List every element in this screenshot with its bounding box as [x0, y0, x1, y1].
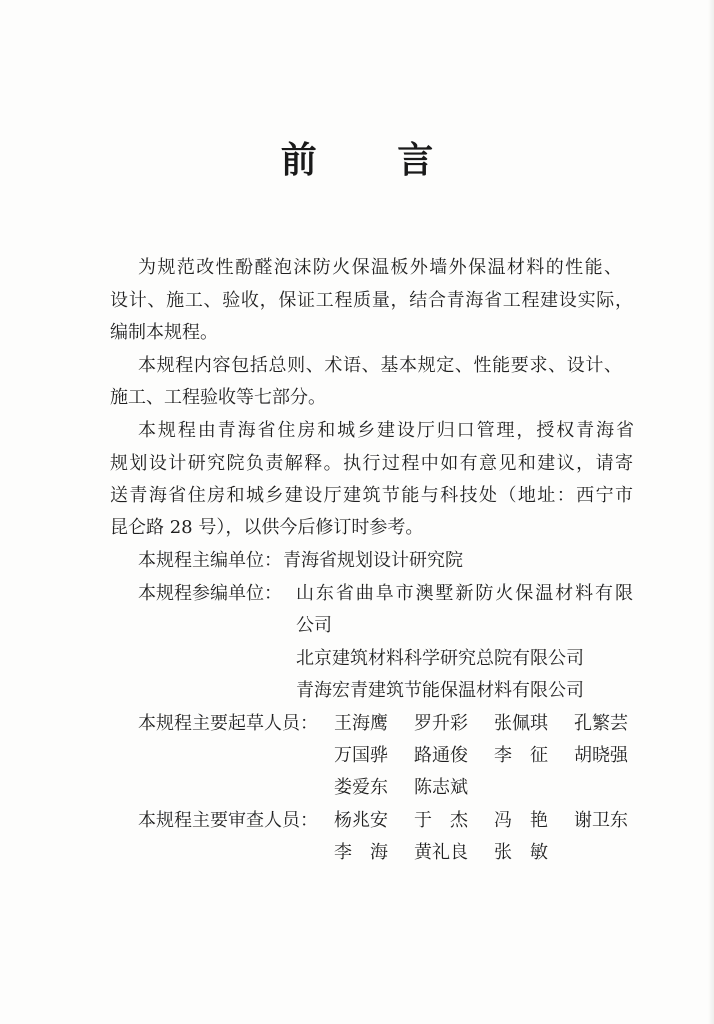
participating-unit-line-2: 公司: [296, 615, 332, 636]
paragraph-2-line-2: 施工、工程验收等七部分。: [110, 387, 326, 408]
paragraph-2-line-1: 本规程内容包括总则、术语、基本规定、性能要求、设计、: [138, 355, 622, 376]
reviewer-name: 冯 艳: [494, 810, 548, 831]
reviewers-label: 本规程主要审查人员：: [138, 810, 318, 831]
drafter-name: 张佩琪: [494, 713, 548, 734]
paragraph-3-line-4: 昆仑路 28 号），以供今后修订时参考。: [110, 517, 424, 538]
reviewer-name: 黄礼良: [414, 842, 468, 863]
drafter-name: 罗升彩: [414, 713, 468, 734]
chief-unit-label: 本规程主编单位：: [138, 550, 282, 571]
paragraph-3-line-2: 规划设计研究院负责解释。执行过程中如有意见和建议，请寄: [110, 453, 633, 474]
page-title: 前 言: [280, 140, 468, 181]
paragraph-1-line-1: 为规范改性酚醛泡沫防火保温板外墙外保温材料的性能、: [138, 257, 622, 278]
participating-unit-line-4: 青海宏青建筑节能保温材料有限公司: [296, 680, 584, 701]
drafters-label: 本规程主要起草人员：: [138, 713, 318, 734]
paragraph-3-line-1: 本规程由青海省住房和城乡建设厅归口管理，授权青海省: [138, 420, 634, 441]
reviewer-name: 于 杰: [414, 810, 468, 831]
paragraph-3-line-3: 送青海省住房和城乡建设厅建筑节能与科技处（地址：西宁市: [110, 485, 633, 506]
participating-units-label: 本规程参编单位：: [138, 583, 282, 604]
drafter-name: 陈志斌: [414, 777, 468, 798]
paragraph-1-line-3: 编制本规程。: [110, 322, 218, 343]
drafter-name: 孔繁芸: [574, 713, 628, 734]
drafter-name: 万国骅: [334, 745, 388, 766]
participating-unit-line-3: 北京建筑材料科学研究总院有限公司: [296, 648, 584, 669]
reviewer-name: 杨兆安: [334, 810, 388, 831]
participating-unit-line-1: 山东省曲阜市澳墅新防火保温材料有限: [296, 583, 633, 604]
chief-unit-value: 青海省规划设计研究院: [283, 550, 463, 571]
reviewer-name: 张 敏: [494, 842, 548, 863]
drafter-name: 娄爱东: [334, 777, 388, 798]
drafter-name: 胡晓强: [574, 745, 628, 766]
drafter-name: 李 征: [494, 745, 548, 766]
reviewer-name: 谢卫东: [574, 810, 628, 831]
drafter-name: 路通俊: [414, 745, 468, 766]
paragraph-1-line-2: 设计、施工、验收，保证工程质量，结合青海省工程建设实际，: [110, 290, 633, 311]
drafter-name: 王海鹰: [334, 713, 388, 734]
reviewer-name: 李 海: [334, 842, 388, 863]
